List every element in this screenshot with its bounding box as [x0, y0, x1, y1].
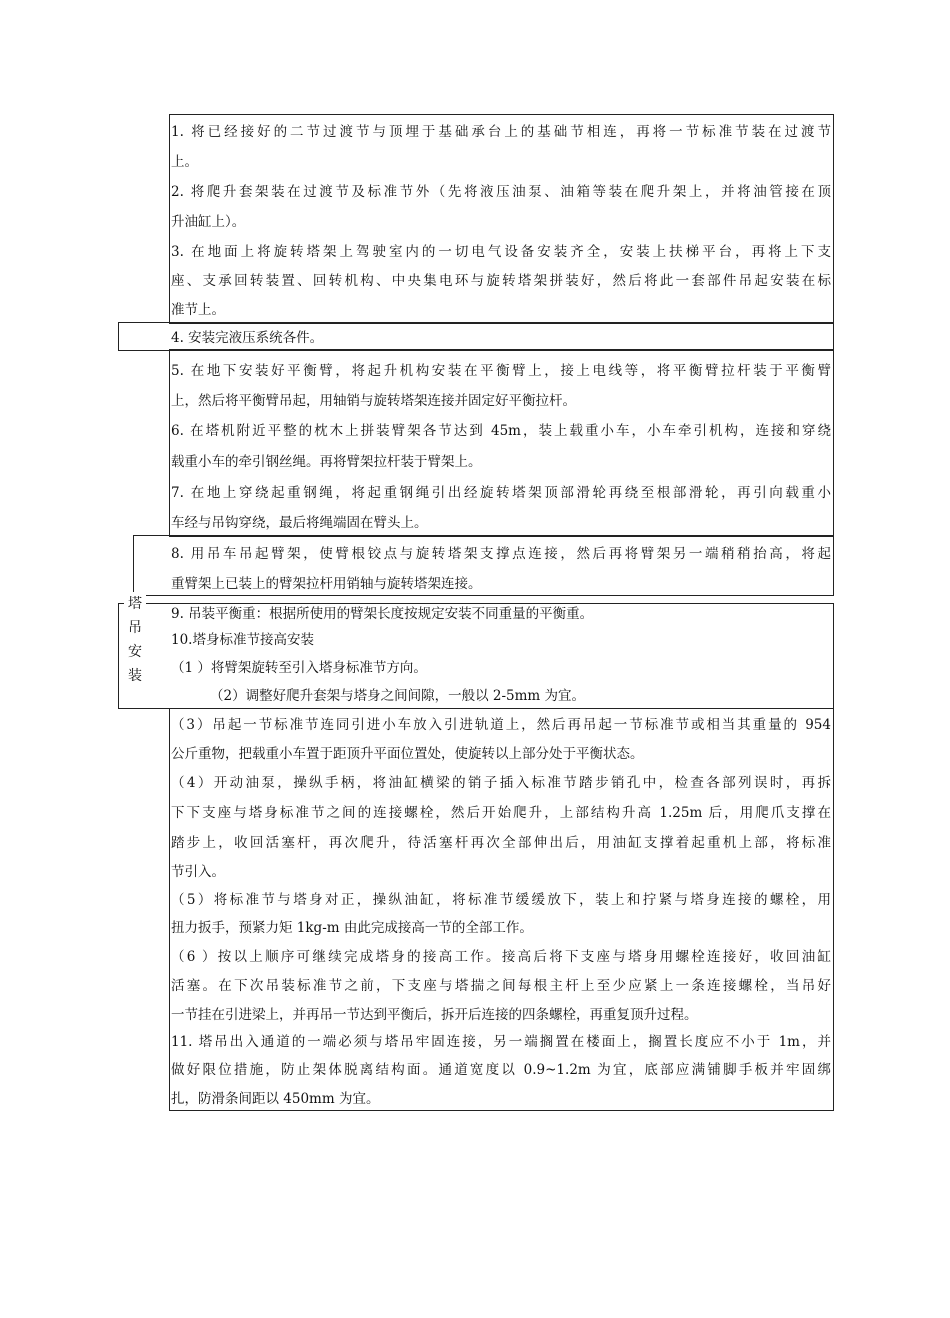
- step-10-sub-1: （1 ）将臂架旋转至引入塔身标准节方向。: [171, 660, 427, 676]
- cell-steps-1-3: [169, 114, 834, 324]
- section-label-char: 装: [128, 668, 142, 684]
- step-4-line-1: 4. 安装完液压系统各件。: [171, 330, 324, 346]
- section-label-tower-crane-installation: [124, 592, 146, 688]
- step-3-line-1: 3. 在地面上将旋转塔架上驾驶室内的一切电气设备安装齐全，安装上扶梯平台，再将上下支: [171, 244, 831, 260]
- step-9-line-1: 9. 吊装平衡重：根据所使用的臂架长度按规定安装不同重量的平衡重。: [171, 606, 594, 622]
- step-7-line-1: 7. 在地上穿绕起重钢绳，将起重钢绳引出经旋转塔架顶部滑轮再绕至根部滑轮，再引向载重小: [171, 485, 831, 501]
- step-1-line-1: 1. 将已经接好的二节过渡节与顶埋于基础承台上的基础节相连，再将一节标准节装在过渡节: [171, 124, 831, 140]
- step-8-line-1: 8. 用吊车吊起臂架，使臂根铰点与旋转塔架支撑点连接，然后再将臂架另一端稍稍抬高，将起: [171, 546, 831, 562]
- step-6-line-2: 载重小车的牵引钢丝绳。再将臂架拉杆装于臂架上。: [171, 454, 482, 470]
- step-10-sub-2: （2）调整好爬升套架与塔身之间间隙，一般以 2-5mm 为宜。: [210, 688, 586, 704]
- step-10-sub-4-line-4: 节引入。: [171, 864, 225, 880]
- step-10-heading: 10.塔身标准节接高安装: [171, 632, 314, 648]
- step-11-line-3: 扎，防滑条间距以 450mm 为宜。: [171, 1091, 380, 1107]
- step-10-sub-4-line-3: 踏步上，收回活塞杆，再次爬升，待活塞杆再次全部伸出后，用油缸支撑着起重机上部，将标准: [171, 835, 831, 851]
- step-10-sub-3-line-2: 公斤重物，把载重小车置于距顶升平面位置处，使旋转以上部分处于平衡状态。: [171, 746, 644, 762]
- step-1-line-2: 上。: [171, 154, 198, 170]
- step-7-line-2: 车经与吊钩穿绕，最后将绳端固在臂头上。: [171, 515, 428, 531]
- step-10-sub-4-line-2: 下下支座与塔身标准节之间的连接螺栓，然后开始爬升，上部结构升高 1.25m 后，用爬爪支撑在: [171, 805, 831, 821]
- step-3-line-3: 准节上。: [171, 302, 225, 318]
- step-10-sub-5-line-2: 扭力扳手，预紧力矩 1kg-m 由此完成接高一节的全部工作。: [171, 920, 533, 936]
- section-label-char: 塔: [128, 596, 142, 612]
- step-6-line-1: 6. 在塔机附近平整的枕木上拼装臂架各节达到 45m，装上载重小车，小车牵引机构，连接和穿绕: [171, 423, 831, 439]
- step-11-line-2: 做好限位措施，防止架体脱离结构面。通道宽度以 0.9~1.2m 为宜，底部应满铺脚手板并牢固绑: [171, 1062, 831, 1078]
- section-label-char: 吊: [128, 620, 142, 636]
- step-10-sub-6-line-3: 一节挂在引进梁上，并再吊一节达到平衡后，拆开后连接的四条螺栓，再重复顶升过程。: [171, 1007, 698, 1023]
- step-5-line-2: 上，然后将平衡臂吊起，用轴销与旋转塔架连接并固定好平衡拉杆。: [171, 393, 576, 409]
- step-10-sub-6-line-1: （6 ）按以上顺序可继续完成塔身的接高工作。接高后将下支座与塔身用螺栓连接好，收回油缸: [171, 949, 831, 965]
- step-11-line-1: 11. 塔吊出入通道的一端必须与塔吊牢固连接，另一端搁置在楼面上，搁置长度应不小于 1m，并: [171, 1034, 831, 1050]
- step-5-line-1: 5. 在地下安装好平衡臂，将起升机构安装在平衡臂上，接上电线等，将平衡臂拉杆装于平衡臂: [171, 363, 831, 379]
- step-10-sub-3-line-1: （3）吊起一节标准节连同引进小车放入引进轨道上，然后再吊起一节标准节或相当其重量的 954: [171, 717, 831, 733]
- section-label-char: 安: [128, 644, 142, 660]
- step-10-sub-6-line-2: 活塞。在下次吊装标准节之前，下支座与塔揣之间每根主杆上至少应紧上一条连接螺栓，当吊好: [171, 978, 831, 994]
- step-10-sub-4-line-1: （4）开动油泵，操纵手柄，将油缸横梁的销子插入标准节踏步销孔中，检查各部列误时，再拆: [171, 775, 831, 791]
- step-2-line-1: 2. 将爬升套架装在过渡节及标准节外（先将液压油泵、油箱等装在爬升架上，并将油管接在顶: [171, 184, 831, 200]
- step-8-line-2: 重臂架上已装上的臂架拉杆用销轴与旋转塔架连接。: [171, 576, 482, 592]
- step-3-line-2: 座、支承回转装置、回转机构、中央集电环与旋转塔架拼装好，然后将此一套部件吊起安装在标: [171, 273, 831, 289]
- step-2-line-2: 升油缸上）。: [171, 214, 246, 230]
- step-10-sub-5-line-1: （5）将标准节与塔身对正，操纵油缸，将标准节缓缓放下，装上和拧紧与塔身连接的螺栓，用: [171, 892, 831, 908]
